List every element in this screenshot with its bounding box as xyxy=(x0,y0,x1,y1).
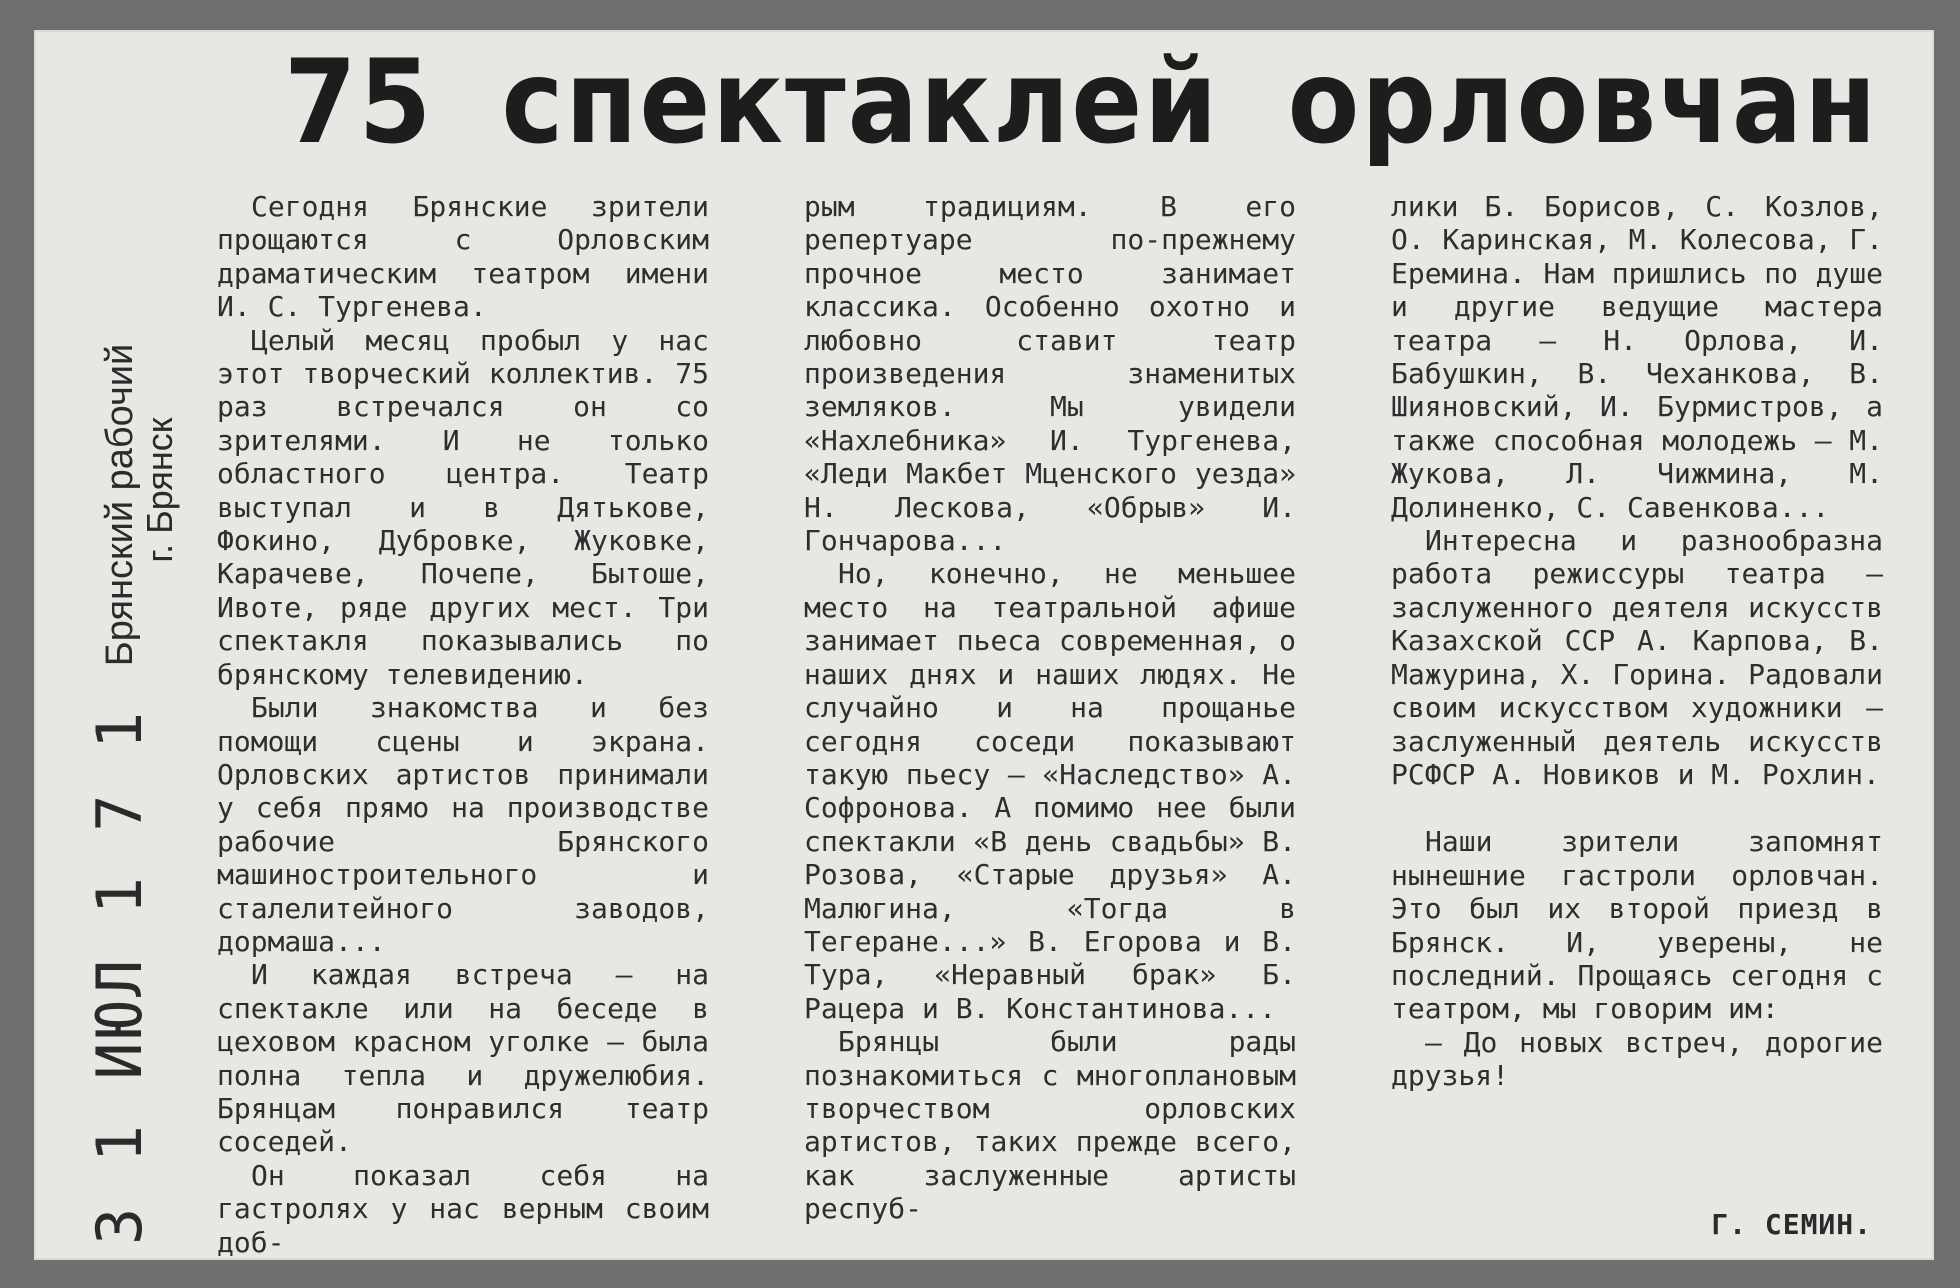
article-column-1 xyxy=(217,190,709,1259)
paragraph: Наши зрители запомнят нынешние гастроли орловчан. Это был их второй приезд в Брянск. И, уверены, не последний. Прощаясь сегодня с театром, мы говорим им: xyxy=(1391,825,1883,1026)
paragraph: Сегодня Брянские зрители прощаются с Орловским драматическим театром имени И. С. Тургенева. xyxy=(217,190,709,324)
paragraph: рым традициям. В его репертуаре по-прежнему прочное место занимает классика. Особенно охотно и любовно ставит театр произведения знаменитых земляков. Мы увидели «Нахлебника» И. Тургенева, «Леди Макбет Мценского уезда» Н. Лескова, «Обрыв» И. Гончарова... xyxy=(804,190,1296,558)
headline: 75 спектаклей орловчан xyxy=(284,35,1879,170)
paragraph: Были знакомства и без помощи сцены и экрана. Орловских артистов принимали у себя прямо на производстве рабочие Брянского машиностроительного и сталелитейного заводов, дормаша... xyxy=(217,691,709,958)
paragraph: Целый месяц пробыл у нас этот творческий коллектив. 75 раз встречался он со зрителями. И не только областного центра. Театр выступал и в Дятькове, Фокино, Дубровке, Жуковке, Карачеве, Почепе, Бытоше, Ивоте, ряде других мест. Три спектакля показывались по брянскому телевидению. xyxy=(217,323,709,691)
paragraph: Интересна и разнообразна работа режиссуры театра — заслуженного деятеля искусств Казахской ССР А. Карпова, В. Мажурина, Х. Горина. Радовали своим искусством художники — заслуженный деятель искусств РСФСР А. Новиков и М. Рохлин. xyxy=(1391,524,1883,791)
paragraph: — До новых встреч, дорогие друзья! xyxy=(1391,1025,1883,1093)
paragraph: Он показал себя на гастролях у нас верным своим доб- xyxy=(217,1158,709,1259)
newspaper-city: г. Брянск xyxy=(139,417,180,563)
source-margin xyxy=(80,190,200,1245)
paragraph: Брянцы были рады познакомиться с многоплановым творчеством орловских артистов, таких прежде всего, как заслуженные артисты респуб- xyxy=(804,1025,1296,1226)
paragraph: И каждая встреча — на спектакле или на беседе в цеховом красном уголке — была полна тепла и дружелюбия. Брянцам понравился театр соседей. xyxy=(217,958,709,1159)
paragraph: Но, конечно, не меньшее место на театральной афише занимает пьеса современная, о наших днях и наших людях. Не случайно и на прощанье сегодня соседи показывают такую пьесу — «Наследство» А. Софронова. А помимо нее были спектакли «В день свадьбы» В. Розова, «Старые друзья» А. Малюгина, «Тогда в Тегеране...» В. Егорова и В. Тура, «Неравный брак» Б. Рацера и В. Константинова... xyxy=(804,557,1296,1025)
newspaper-clipping xyxy=(34,30,1934,1260)
date-stamp: 3 1 ИЮЛ 1 7 1 xyxy=(83,707,156,1245)
author-signature: Г. СЕМИН. xyxy=(1711,1208,1872,1241)
newspaper-name: Брянский рабочий xyxy=(99,343,141,667)
article-column-3 xyxy=(1391,190,1883,1093)
article-column-2 xyxy=(804,190,1296,1226)
paragraph: лики Б. Борисов, С. Козлов, О. Каринская, М. Колесова, Г. Еремина. Нам пришлись по душе и другие ведущие мастера театра — Н. Орлова, И. Бабушкин, В. Чеханкова, В. Шияновский, И. Бурмистров, а также способная молодежь — М. Жукова, Л. Чижмина, М. Долиненко, С. Савенкова... xyxy=(1391,190,1883,524)
